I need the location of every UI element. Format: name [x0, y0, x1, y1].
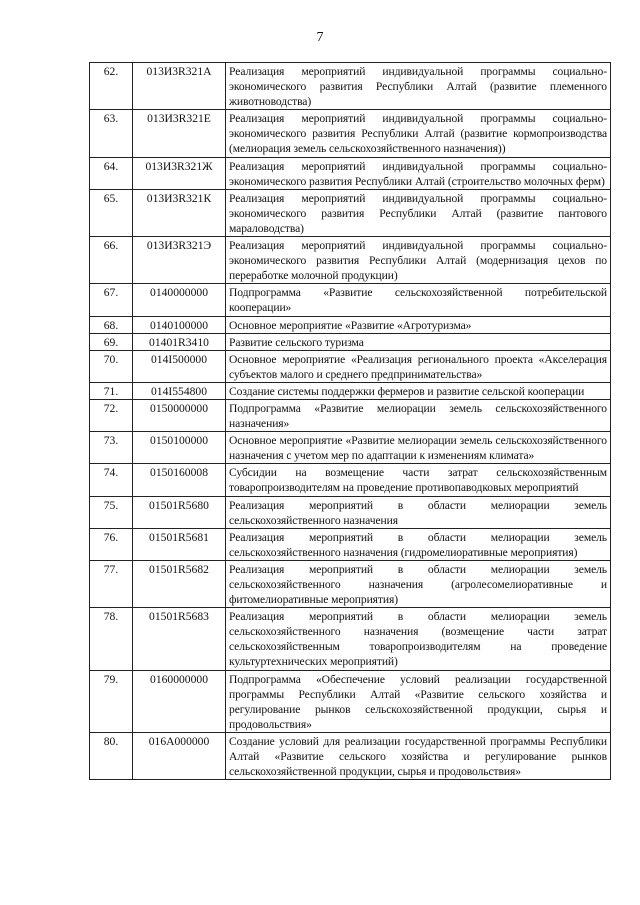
row-number: 63. [90, 110, 133, 157]
row-number: 75. [90, 496, 133, 528]
row-description: Подпрограмма «Обеспечение условий реализации государственной программы Республики Алтай «Развитие сельского хозяйства и регулирование рынков сельскохозяйственной продукции, сырья и продовольствия» [226, 670, 611, 732]
row-number: 66. [90, 237, 133, 284]
row-description: Реализация мероприятий индивидуальной программы социально-экономического развития Республики Алтай (строительство молочных ферм) [226, 157, 611, 189]
row-number: 62. [90, 63, 133, 110]
classification-code: 0160000000 [133, 670, 226, 732]
row-number: 80. [90, 732, 133, 779]
row-description: Подпрограмма «Развитие мелиорации земель сельскохозяйственного назначения» [226, 399, 611, 431]
row-number: 69. [90, 333, 133, 350]
table-row [90, 528, 611, 560]
table-row [90, 157, 611, 189]
classification-code: 01501R5682 [133, 560, 226, 607]
row-number: 76. [90, 528, 133, 560]
table-row [90, 608, 611, 670]
classification-code: 0150160008 [133, 464, 226, 496]
row-number: 65. [90, 189, 133, 236]
classification-code: 014I500000 [133, 350, 226, 382]
table-row [90, 284, 611, 316]
classification-code: 013И3R321Э [133, 237, 226, 284]
row-description: Субсидии на возмещение части затрат сельскохозяйственным товаропроизводителям на проведение противопаводковых мероприятий [226, 464, 611, 496]
row-description: Создание условий для реализации государственной программы Республики Алтай «Развитие сельского хозяйства и регулирование рынков сельскохозяйственной продукции, сырья и продовольствия» [226, 732, 611, 779]
table-row [90, 237, 611, 284]
classification-code: 01501R5683 [133, 608, 226, 670]
row-description: Реализация мероприятий в области мелиорации земель сельскохозяйственного назначения (агролесомелиоративные и фитомелиоративные мероприятия) [226, 560, 611, 607]
row-number: 64. [90, 157, 133, 189]
row-number: 78. [90, 608, 133, 670]
row-number: 79. [90, 670, 133, 732]
row-number: 71. [90, 382, 133, 399]
table-row [90, 382, 611, 399]
table-body [90, 63, 611, 780]
row-description: Реализация мероприятий индивидуальной программы социально-экономического развития Республики Алтай (развитие пантового мараловодства) [226, 189, 611, 236]
row-description: Реализация мероприятий индивидуальной программы социально-экономического развития Республики Алтай (развитие племенного животноводства) [226, 63, 611, 110]
row-description: Реализация мероприятий индивидуальной программы социально-экономического развития Республики Алтай (развитие кормопроизводства (мелиорация земель сельскохозяйственного назначения)) [226, 110, 611, 157]
classification-code: 0140000000 [133, 284, 226, 316]
classification-code: 014I554800 [133, 382, 226, 399]
classification-code: 013И3R321Е [133, 110, 226, 157]
row-description: Развитие сельского туризма [226, 333, 611, 350]
page-number: 7 [316, 30, 324, 45]
budget-classification-table [89, 62, 611, 780]
classification-code: 01401R3410 [133, 333, 226, 350]
table-row [90, 432, 611, 464]
classification-code: 013И3R321Ж [133, 157, 226, 189]
row-number: 68. [90, 316, 133, 333]
classification-code: 013И3R321К [133, 189, 226, 236]
row-description: Основное мероприятие «Реализация регионального проекта «Акселерация субъектов малого и среднего предпринимательства» [226, 350, 611, 382]
classification-code: 0140100000 [133, 316, 226, 333]
table-row [90, 350, 611, 382]
table-row [90, 496, 611, 528]
classification-code: 013И3R321А [133, 63, 226, 110]
table-row [90, 63, 611, 110]
table-row [90, 333, 611, 350]
row-description: Подпрограмма «Развитие сельскохозяйственной потребительской кооперации» [226, 284, 611, 316]
table-row [90, 464, 611, 496]
row-description: Реализация мероприятий в области мелиорации земель сельскохозяйственного назначения (гидромелиоративные мероприятия) [226, 528, 611, 560]
row-description: Реализация мероприятий в области мелиорации земель сельскохозяйственного назначения (возмещение части затрат сельскохозяйственным товаропроизводителям на проведение культуртехнических мероприятий) [226, 608, 611, 670]
table-row [90, 399, 611, 431]
row-number: 73. [90, 432, 133, 464]
row-description: Реализация мероприятий в области мелиорации земель сельскохозяйственного назначения [226, 496, 611, 528]
row-description: Создание системы поддержки фермеров и развитие сельской кооперации [226, 382, 611, 399]
classification-code: 0150100000 [133, 432, 226, 464]
table-row [90, 189, 611, 236]
table-row [90, 110, 611, 157]
row-number: 74. [90, 464, 133, 496]
classification-code: 01501R5681 [133, 528, 226, 560]
table-row [90, 316, 611, 333]
row-number: 72. [90, 399, 133, 431]
classification-code: 01501R5680 [133, 496, 226, 528]
table-row [90, 560, 611, 607]
classification-code: 016А000000 [133, 732, 226, 779]
row-number: 77. [90, 560, 133, 607]
row-description: Основное мероприятие «Развитие «Агротуризма» [226, 316, 611, 333]
row-number: 67. [90, 284, 133, 316]
row-description: Основное мероприятие «Развитие мелиорации земель сельскохозяйственного назначения с учетом мер по адаптации к изменениям климата» [226, 432, 611, 464]
classification-code: 0150000000 [133, 399, 226, 431]
table-row [90, 732, 611, 779]
row-number: 70. [90, 350, 133, 382]
table-row [90, 670, 611, 732]
row-description: Реализация мероприятий индивидуальной программы социально-экономического развития Республики Алтай (модернизация цехов по переработке молочной продукции) [226, 237, 611, 284]
